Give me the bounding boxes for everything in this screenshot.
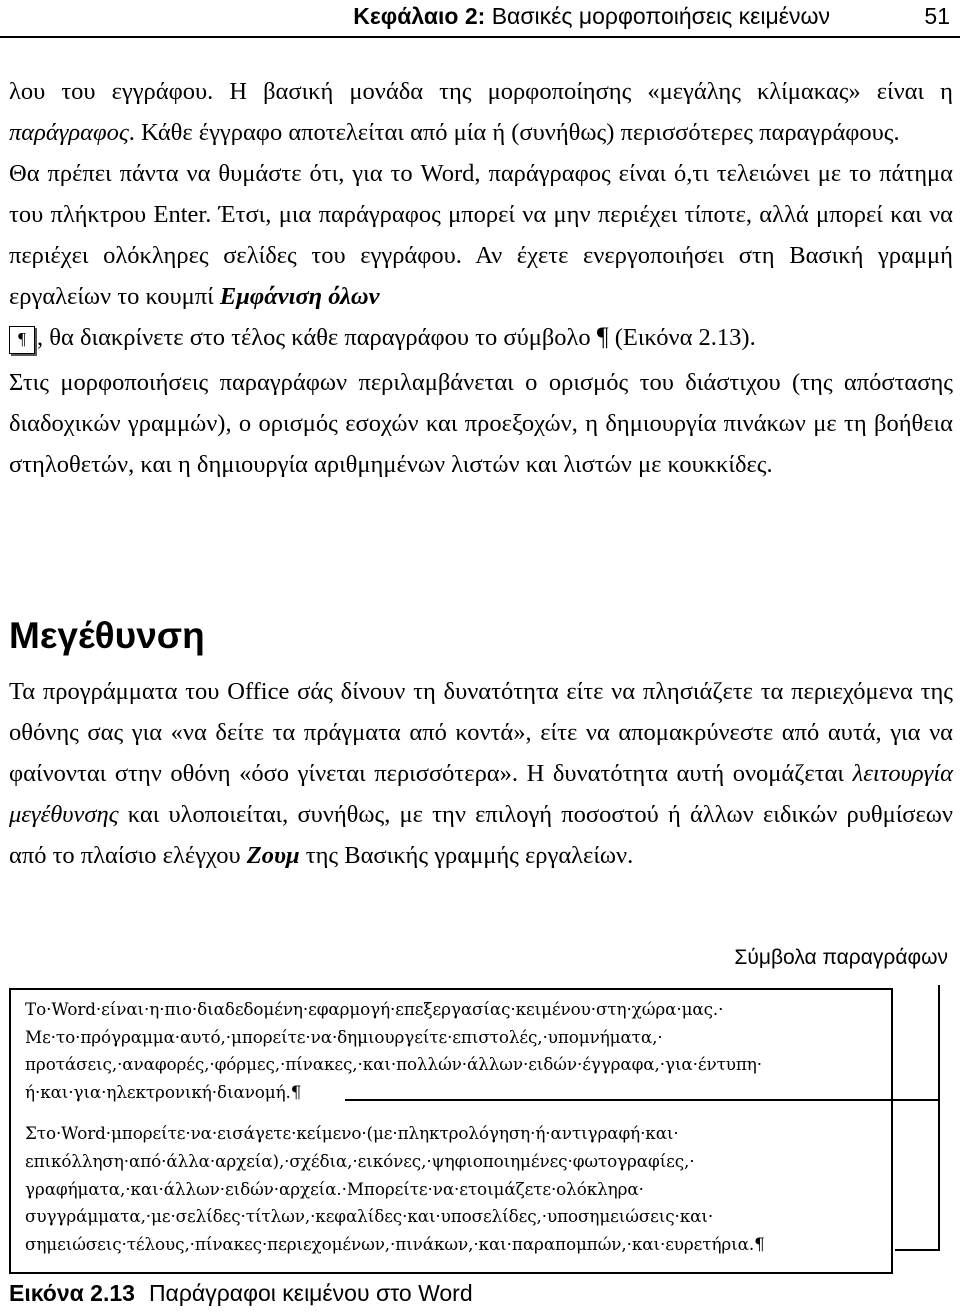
figure-caption: Εικόνα 2.13 Παράγραφοι κειμένου στο Word xyxy=(9,1280,473,1306)
chapter-title: Κεφάλαιο 2: Βασικές μορφοποιήσεις κειμένων xyxy=(353,3,830,29)
pilcrow-icon: ¶ xyxy=(596,322,609,352)
callout-label: Σύμβολα παραγράφων xyxy=(734,946,948,969)
figure-paragraph-1: Το·Word·είναι·η·πιο·διαδεδομένη·εφαρμογή·επεξεργασίας·κειμένου·στη·χώρα·μας.· Με·το·πρόγραμμα·αυτό,·μπορείτε·να·δημιουργείτε·επιστολές,·υπομνήματα,· προτάσεις,·αναφορές,·φόρμες,·πίνακες,·και·πολλών·άλλων·ειδών·έγγραφα,·για·έντυπη· ή·και·για·ηλεκτρονική·διανομή.¶ xyxy=(25,999,762,1102)
paragraph-1: λου του εγγράφου. Η βασική μονάδα της μορφοποίησης «μεγάλης κλίμακας» είναι η παράγραφος. Κάθε έγγραφο αποτελείται από μία ή (συνήθως) περισσότερες παραγράφους. xyxy=(9,78,953,146)
page-number: 51 xyxy=(924,3,950,29)
section-title: Μεγέθυνση xyxy=(9,615,205,656)
paragraph-4: Τα προγράμματα του Office σάς δίνουν τη δυνατότητα είτε να πλησιάζετε τα περιεχόμενα της οθόνης σας για «να δείτε τα πράγματα από κοντά», είτε να απομακρύνεστε από αυτά, για να φαίνονται στην οθόνη «όσο γίνεται περισσότερα». Η δυνατότητα αυτή ονομάζεται λειτουργία μεγέθυνσης και υλοποιείται, συνήθως, με την επιλογή ποσοστού ή άλλων ειδικών ρυθμίσεων από το πλαίσιο ελέγχου Ζουμ της Βασικής γραμμής εργαλείων. xyxy=(9,678,953,869)
show-all-button-icon: ¶ xyxy=(9,326,35,354)
figure-screenshot xyxy=(9,988,893,1274)
paragraph-3: Στις μορφοποιήσεις παραγράφων περιλαμβάνεται ο ορισμός του διάστιχου (της απόστασης διαδοχικών γραμμών), ο ορισμός εσοχών και προεξοχών, η δημιουργία πινάκων με τη βοήθεια στηλοθετών, και η δημιουργία αριθμημένων λιστών και λιστών με κουκκίδες. xyxy=(9,369,953,479)
paragraph-2: Θα πρέπει πάντα να θυμάστε ότι, για το Word, παράγραφος είναι ό,τι τελειώνει με το πάτημα του πλήκτρου Enter. Έτσι, μια παράγραφος μπορεί να μην περιέχει τίποτε, αλλά μπορεί και να περιέχει ολόκληρες σελίδες του εγγράφου. Αν έχετε ενεργοποιήσει στη Βασική γραμμή εργαλείων το κουμπί Εμφάνιση όλων ¶ , θα διακρίνετε στο τέλος κάθε παραγράφου το σύμβολο ¶ (Εικόνα 2.13). xyxy=(9,154,953,360)
figure-paragraph-2: Στο·Word·μπορείτε·να·εισάγετε·κείμενο·(με·πληκτρολόγηση·ή·αντιγραφή·και· επικόλληση·από·άλλα·αρχεία),·σχέδια,·εικόνες,·ψηφιοποιημένες·φωτογραφίες,· γραφήματα,·και·άλλων·ειδών·αρχεία.·Μπορείτε·να·ετοιμάζετε·ολόκληρα· συγγράμματα,·με·σελίδες·τίτλων,·κεφαλίδες·και·υποσελίδες,·υποσημειώσεις·και· σημειώσεις·τέλους,·πίνακες·περιεχομένων,·πινάκων,·και·παραπομπών,·και·ευρετήρια.¶ xyxy=(25,1123,765,1254)
figure-text xyxy=(25,996,885,1258)
